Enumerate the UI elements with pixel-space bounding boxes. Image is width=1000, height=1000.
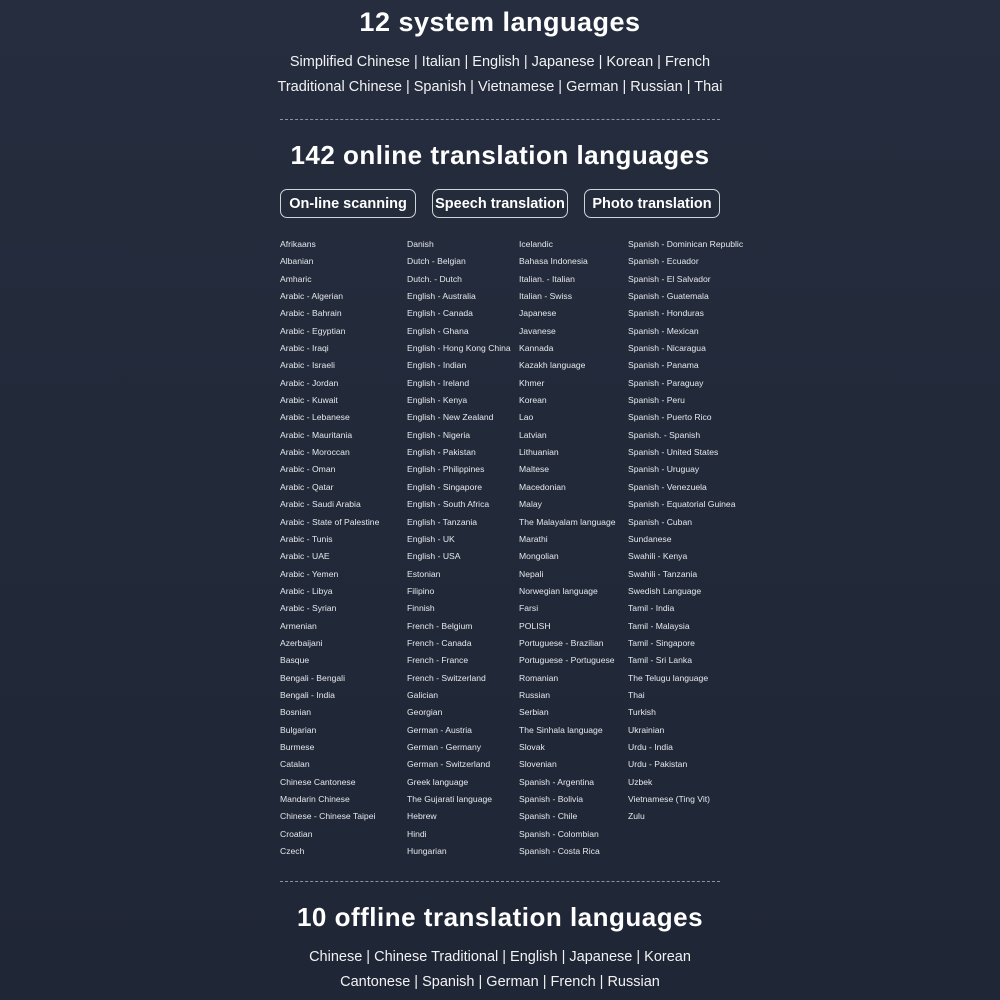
language-list-item: English - Tanzania [407, 516, 478, 527]
offline-languages-line-2: Cantonese | Spanish | German | French | Russian [340, 974, 660, 990]
language-list-item: Slovenian [519, 759, 557, 770]
language-list-item: Bosnian [280, 707, 312, 718]
language-list-item: Arabic - UAE [280, 551, 330, 562]
language-list-item: Arabic - Syrian [280, 603, 337, 614]
language-list-item: Italian. - Italian [519, 273, 575, 284]
language-list-item: Macedonian [519, 481, 566, 492]
language-list-item: Tamil - India [628, 603, 675, 614]
language-list-item: The Malayalam language [519, 516, 616, 527]
language-list-item: Arabic - Algerian [280, 291, 344, 302]
language-list-item: Javanese [519, 325, 556, 336]
language-list-item: Slovak [519, 741, 545, 752]
language-list-item: The Sinhala language [519, 724, 603, 735]
language-list-item: Spanish - Ecuador [628, 256, 699, 267]
language-list-item: English - Singapore [407, 481, 483, 492]
language-list-item: Catalan [280, 759, 310, 770]
language-list-item: Hebrew [407, 811, 437, 822]
language-list-item: Arabic - Israeli [280, 360, 335, 371]
language-list-item: Spanish - Equatorial Guinea [628, 499, 736, 510]
language-list-item: Spanish - Venezuela [628, 481, 707, 492]
language-list-item: Spanish - Colombian [519, 828, 599, 839]
language-list-item: Nepali [519, 568, 544, 579]
language-list-item: English - Ireland [407, 377, 470, 388]
language-list-item: Spanish. - Spanish [628, 429, 701, 440]
language-list-item: Swahili - Kenya [628, 551, 688, 562]
system-languages-line-1: Simplified Chinese | Italian | English | Japanese | Korean | French [289, 54, 711, 70]
language-list-item: Arabic - Egyptian [280, 325, 346, 336]
language-list-item: Arabic - Moroccan [280, 447, 350, 458]
language-list-item: Uzbek [628, 776, 653, 787]
language-list-item: Chinese Cantonese [280, 776, 356, 787]
language-list-item: English - Pakistan [407, 447, 476, 458]
language-list-item: Swedish Language [628, 585, 702, 596]
language-list-item: Bengali - Bengali [280, 672, 345, 683]
language-list-item: Latvian [519, 429, 547, 440]
language-list-item: Greek language [407, 776, 469, 787]
language-list-item: English - Nigeria [407, 429, 471, 440]
language-list-item: Arabic - Mauritania [280, 429, 353, 440]
language-list-item: Italian - Swiss [519, 291, 573, 302]
language-list-item: Urdu - Pakistan [628, 759, 688, 770]
language-list-item: English - Hong Kong China [407, 343, 511, 354]
language-list-item: Arabic - Qatar [280, 481, 334, 492]
language-list-item: Khmer [519, 377, 545, 388]
language-list-item: Chinese - Chinese Taipei [280, 811, 376, 822]
language-list-item: Armenian [280, 620, 317, 631]
language-list-item: Spanish - Mexican [628, 325, 699, 336]
language-list-item: Portuguese - Brazilian [519, 637, 604, 648]
language-list-item: Spanish - Peru [628, 395, 685, 406]
language-list-item: Spanish - Puerto Rico [628, 412, 712, 423]
language-list-item: English - South Africa [407, 499, 490, 510]
language-list-item: Icelandic [519, 239, 553, 249]
language-column-1 [280, 236, 379, 860]
language-list-item: Spanish - Cuban [628, 516, 693, 527]
language-list-item: Zulu [628, 811, 645, 822]
language-list-item: Spanish - El Salvador [628, 273, 711, 284]
language-column-4 [628, 236, 743, 826]
language-list-item: Mandarin Chinese [280, 794, 350, 804]
language-list-item: Spanish - Honduras [628, 308, 704, 319]
language-list-item: Spanish - Paraguay [628, 377, 704, 388]
language-list-item: Japanese [519, 308, 557, 319]
system-languages-title: 12 system languages [359, 7, 641, 37]
language-list-item: Farsi [519, 603, 539, 614]
language-list-item: Korean [519, 395, 547, 406]
offline-languages-title: 10 offline translation languages [296, 902, 704, 932]
speech-translation-button[interactable]: Speech translation [432, 189, 568, 218]
language-list-item: Lao [519, 412, 534, 423]
language-list-item: Czech [280, 846, 305, 857]
language-list-item: English - Ghana [407, 325, 469, 336]
language-list-item: Finnish [407, 603, 435, 614]
system-languages-line-2: Traditional Chinese | Spanish | Vietnamese | German | Russian | Thai [277, 79, 723, 95]
language-list-item: Hindi [407, 828, 427, 839]
language-list-item: The Gujarati language [407, 794, 493, 804]
language-list-item: Spanish - Guatemala [628, 291, 709, 302]
language-list-item: Spanish - Costa Rica [519, 846, 600, 857]
language-list-item: Arabic - Saudi Arabia [280, 499, 361, 510]
language-list-item: French - France [407, 655, 469, 666]
language-list-item: Burmese [280, 741, 315, 752]
language-list-item: Spanish - United States [628, 447, 719, 458]
photo-translation-button[interactable]: Photo translation [584, 189, 720, 218]
language-list-item: English - Kenya [407, 395, 468, 406]
language-list-item: Dutch - Belgian [407, 256, 466, 267]
language-list-item: German - Germany [407, 741, 482, 752]
language-list-item: Russian [519, 689, 551, 700]
language-list-item: Croatian [280, 828, 313, 839]
language-list-item: Albanian [280, 256, 314, 267]
language-list-item: Spanish - Argentina [519, 776, 595, 787]
language-list-item: Basque [280, 655, 310, 666]
language-list-item: English - New Zealand [407, 412, 494, 423]
language-list-item: Norwegian language [519, 585, 598, 596]
language-list-item: Bulgarian [280, 724, 317, 735]
language-list-item: Danish [407, 239, 434, 249]
language-list-item: Sundanese [628, 533, 672, 544]
language-list-item: German - Austria [407, 724, 472, 735]
language-list-item: Spanish - Uruguay [628, 464, 700, 475]
language-list-item: Azerbaijani [280, 637, 323, 648]
language-list-item: Arabic - Yemen [280, 568, 339, 579]
language-list-item: Estonian [407, 568, 441, 579]
language-column-2 [407, 236, 511, 860]
online-scanning-button[interactable]: On-line scanning [280, 189, 416, 218]
language-list-item: English - Philippines [407, 464, 485, 475]
language-list-item: The Telugu language [628, 672, 709, 683]
language-list-item: Spanish - Chile [519, 811, 578, 822]
language-list-item: Afrikaans [280, 239, 316, 249]
language-list-item: Portuguese - Portuguese [519, 655, 615, 666]
language-list-item: Amharic [280, 273, 312, 284]
language-list-item: Malay [519, 499, 542, 510]
language-list-item: Thai [628, 689, 645, 700]
language-list-item: Turkish [628, 707, 656, 718]
language-list-item: English - UK [407, 533, 455, 544]
language-list-item: Kazakh language [519, 360, 586, 371]
language-list-item: Galician [407, 689, 439, 700]
language-list-item: Mongolian [519, 551, 559, 562]
language-list-item: Marathi [519, 533, 548, 544]
language-list-item: Lithuanian [519, 447, 559, 458]
language-list-item: Arabic - Lebanese [280, 412, 350, 423]
language-list-item: Arabic - Tunis [280, 533, 333, 544]
language-list-item: Arabic - Libya [280, 585, 333, 596]
language-column-3 [519, 236, 616, 860]
language-list-item: Arabic - Jordan [280, 377, 339, 388]
language-list-item: French - Switzerland [407, 672, 486, 683]
language-list-item: Spanish - Panama [628, 360, 699, 371]
language-list-item: Ukrainian [628, 724, 665, 735]
language-list-item: Spanish - Dominican Republic [628, 239, 744, 249]
dashed-divider [280, 119, 720, 120]
language-list-item: Tamil - Malaysia [628, 620, 690, 631]
language-list-item: Tamil - Sri Lanka [628, 655, 692, 666]
language-list-item: Maltese [519, 464, 550, 475]
language-list-item: Swahili - Tanzania [628, 568, 698, 579]
language-list-item: Bahasa Indonesia [519, 256, 588, 267]
language-list-item: POLISH [519, 620, 551, 631]
online-languages-title: 142 online translation languages [290, 140, 710, 170]
language-list-item: English - Canada [407, 308, 473, 319]
language-list-item: Bengali - India [280, 689, 335, 700]
language-list-item: Georgian [407, 707, 443, 718]
language-list-item: Dutch. - Dutch [407, 273, 462, 284]
language-list-item: German - Switzerland [407, 759, 491, 770]
language-list-item: Vietnamese (Ting Vit) [628, 794, 710, 804]
language-list-item: Arabic - Iraqi [280, 343, 329, 354]
language-list-item: Arabic - State of Palestine [280, 516, 380, 527]
language-list-item: English - Indian [407, 360, 467, 371]
language-list-item: Arabic - Oman [280, 464, 336, 475]
language-list-item: Filipino [407, 585, 435, 596]
language-list-item: Arabic - Bahrain [280, 308, 342, 319]
language-list-item: Romanian [519, 672, 559, 683]
language-list-item: English - USA [407, 551, 461, 562]
dashed-divider [280, 881, 720, 882]
language-list-item: French - Belgium [407, 620, 473, 631]
language-list-item: Urdu - India [628, 741, 673, 752]
language-list-item: French - Canada [407, 637, 472, 648]
language-list-item: Spanish - Bolivia [519, 794, 584, 804]
language-list-item: Spanish - Nicaragua [628, 343, 706, 354]
language-list-item: Hungarian [407, 846, 447, 857]
language-list-item: Tamil - Singapore [628, 637, 695, 648]
language-list-item: English - Australia [407, 291, 476, 302]
language-list-item: Arabic - Kuwait [280, 395, 338, 406]
language-list-item: Kannada [519, 343, 554, 354]
offline-languages-line-1: Chinese | Chinese Traditional | English | Japanese | Korean [309, 949, 691, 965]
language-list-item: Serbian [519, 707, 549, 718]
